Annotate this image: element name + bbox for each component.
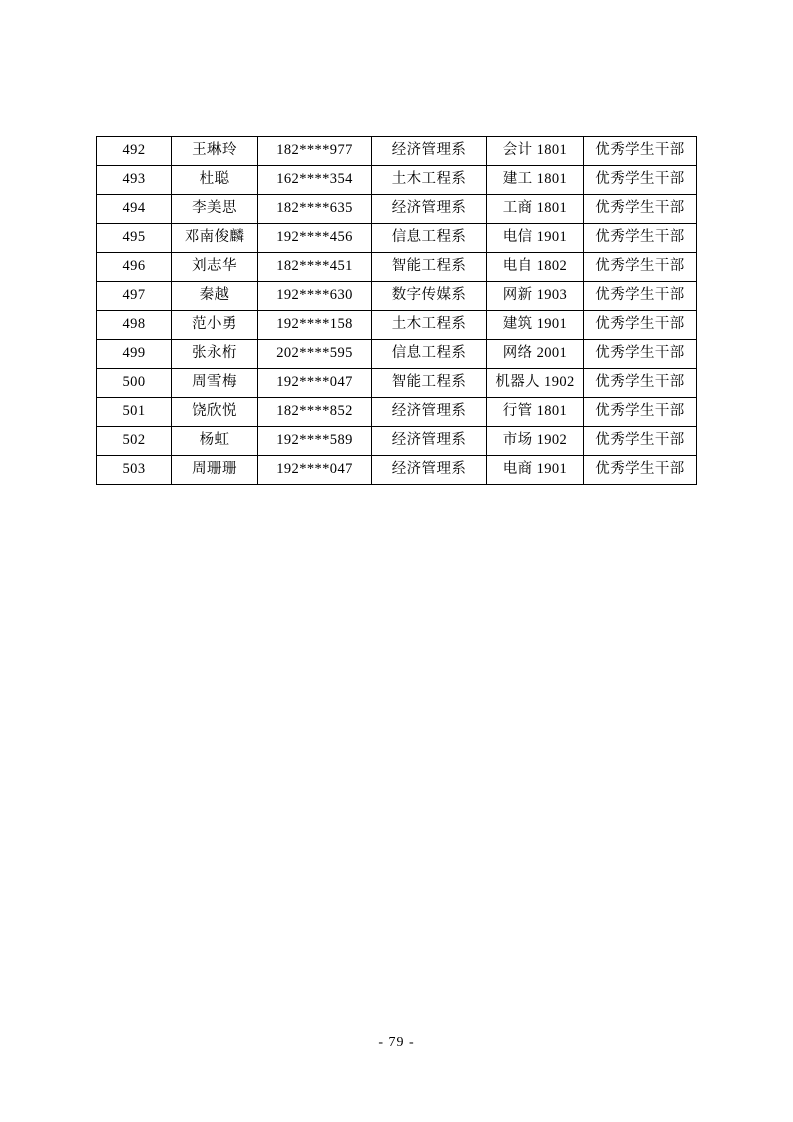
cell-phone: 192****047 bbox=[258, 369, 372, 398]
cell-award: 优秀学生干部 bbox=[584, 311, 697, 340]
cell-name: 周珊珊 bbox=[172, 456, 258, 485]
cell-award: 优秀学生干部 bbox=[584, 456, 697, 485]
cell-award: 优秀学生干部 bbox=[584, 253, 697, 282]
cell-department: 经济管理系 bbox=[372, 456, 487, 485]
award-table-container bbox=[96, 136, 696, 485]
award-table-body bbox=[97, 137, 697, 485]
cell-phone: 162****354 bbox=[258, 166, 372, 195]
cell-no: 501 bbox=[97, 398, 172, 427]
cell-class: 网络 2001 bbox=[487, 340, 584, 369]
cell-class: 电信 1901 bbox=[487, 224, 584, 253]
cell-phone: 182****635 bbox=[258, 195, 372, 224]
cell-phone: 192****456 bbox=[258, 224, 372, 253]
cell-name: 张永桁 bbox=[172, 340, 258, 369]
cell-name: 杨虹 bbox=[172, 427, 258, 456]
cell-department: 经济管理系 bbox=[372, 137, 487, 166]
cell-department: 经济管理系 bbox=[372, 398, 487, 427]
cell-class: 电自 1802 bbox=[487, 253, 584, 282]
cell-no: 492 bbox=[97, 137, 172, 166]
table-row bbox=[97, 282, 697, 311]
cell-department: 信息工程系 bbox=[372, 340, 487, 369]
table-row bbox=[97, 224, 697, 253]
cell-award: 优秀学生干部 bbox=[584, 398, 697, 427]
cell-class: 网新 1903 bbox=[487, 282, 584, 311]
cell-class: 行管 1801 bbox=[487, 398, 584, 427]
cell-no: 498 bbox=[97, 311, 172, 340]
cell-department: 土木工程系 bbox=[372, 166, 487, 195]
cell-name: 邓南俊麟 bbox=[172, 224, 258, 253]
cell-phone: 192****158 bbox=[258, 311, 372, 340]
table-row bbox=[97, 340, 697, 369]
cell-award: 优秀学生干部 bbox=[584, 427, 697, 456]
cell-no: 495 bbox=[97, 224, 172, 253]
cell-no: 493 bbox=[97, 166, 172, 195]
cell-award: 优秀学生干部 bbox=[584, 340, 697, 369]
cell-no: 496 bbox=[97, 253, 172, 282]
cell-name: 刘志华 bbox=[172, 253, 258, 282]
cell-no: 497 bbox=[97, 282, 172, 311]
cell-class: 电商 1901 bbox=[487, 456, 584, 485]
cell-department: 信息工程系 bbox=[372, 224, 487, 253]
cell-no: 499 bbox=[97, 340, 172, 369]
cell-department: 数字传媒系 bbox=[372, 282, 487, 311]
cell-class: 市场 1902 bbox=[487, 427, 584, 456]
cell-name: 李美思 bbox=[172, 195, 258, 224]
cell-no: 502 bbox=[97, 427, 172, 456]
table-row bbox=[97, 137, 697, 166]
cell-name: 王琳玲 bbox=[172, 137, 258, 166]
cell-phone: 192****630 bbox=[258, 282, 372, 311]
cell-department: 土木工程系 bbox=[372, 311, 487, 340]
cell-award: 优秀学生干部 bbox=[584, 166, 697, 195]
table-row bbox=[97, 398, 697, 427]
cell-class: 建工 1801 bbox=[487, 166, 584, 195]
table-row bbox=[97, 195, 697, 224]
cell-phone: 182****852 bbox=[258, 398, 372, 427]
cell-class: 工商 1801 bbox=[487, 195, 584, 224]
cell-award: 优秀学生干部 bbox=[584, 195, 697, 224]
cell-phone: 202****595 bbox=[258, 340, 372, 369]
table-row bbox=[97, 427, 697, 456]
table-row bbox=[97, 456, 697, 485]
cell-class: 建筑 1901 bbox=[487, 311, 584, 340]
cell-phone: 192****047 bbox=[258, 456, 372, 485]
table-row bbox=[97, 253, 697, 282]
cell-name: 饶欣悦 bbox=[172, 398, 258, 427]
cell-no: 494 bbox=[97, 195, 172, 224]
cell-name: 周雪梅 bbox=[172, 369, 258, 398]
table-row bbox=[97, 369, 697, 398]
cell-award: 优秀学生干部 bbox=[584, 369, 697, 398]
award-table bbox=[96, 136, 697, 485]
page-number: - 79 - bbox=[378, 1035, 415, 1050]
cell-class: 机器人 1902 bbox=[487, 369, 584, 398]
cell-phone: 182****451 bbox=[258, 253, 372, 282]
cell-department: 智能工程系 bbox=[372, 369, 487, 398]
cell-department: 经济管理系 bbox=[372, 195, 487, 224]
cell-name: 杜聪 bbox=[172, 166, 258, 195]
cell-phone: 192****589 bbox=[258, 427, 372, 456]
cell-department: 智能工程系 bbox=[372, 253, 487, 282]
cell-phone: 182****977 bbox=[258, 137, 372, 166]
cell-award: 优秀学生干部 bbox=[584, 282, 697, 311]
cell-class: 会计 1801 bbox=[487, 137, 584, 166]
cell-department: 经济管理系 bbox=[372, 427, 487, 456]
table-row bbox=[97, 311, 697, 340]
cell-award: 优秀学生干部 bbox=[584, 224, 697, 253]
cell-award: 优秀学生干部 bbox=[584, 137, 697, 166]
cell-name: 秦越 bbox=[172, 282, 258, 311]
cell-no: 503 bbox=[97, 456, 172, 485]
cell-no: 500 bbox=[97, 369, 172, 398]
cell-name: 范小勇 bbox=[172, 311, 258, 340]
table-row bbox=[97, 166, 697, 195]
